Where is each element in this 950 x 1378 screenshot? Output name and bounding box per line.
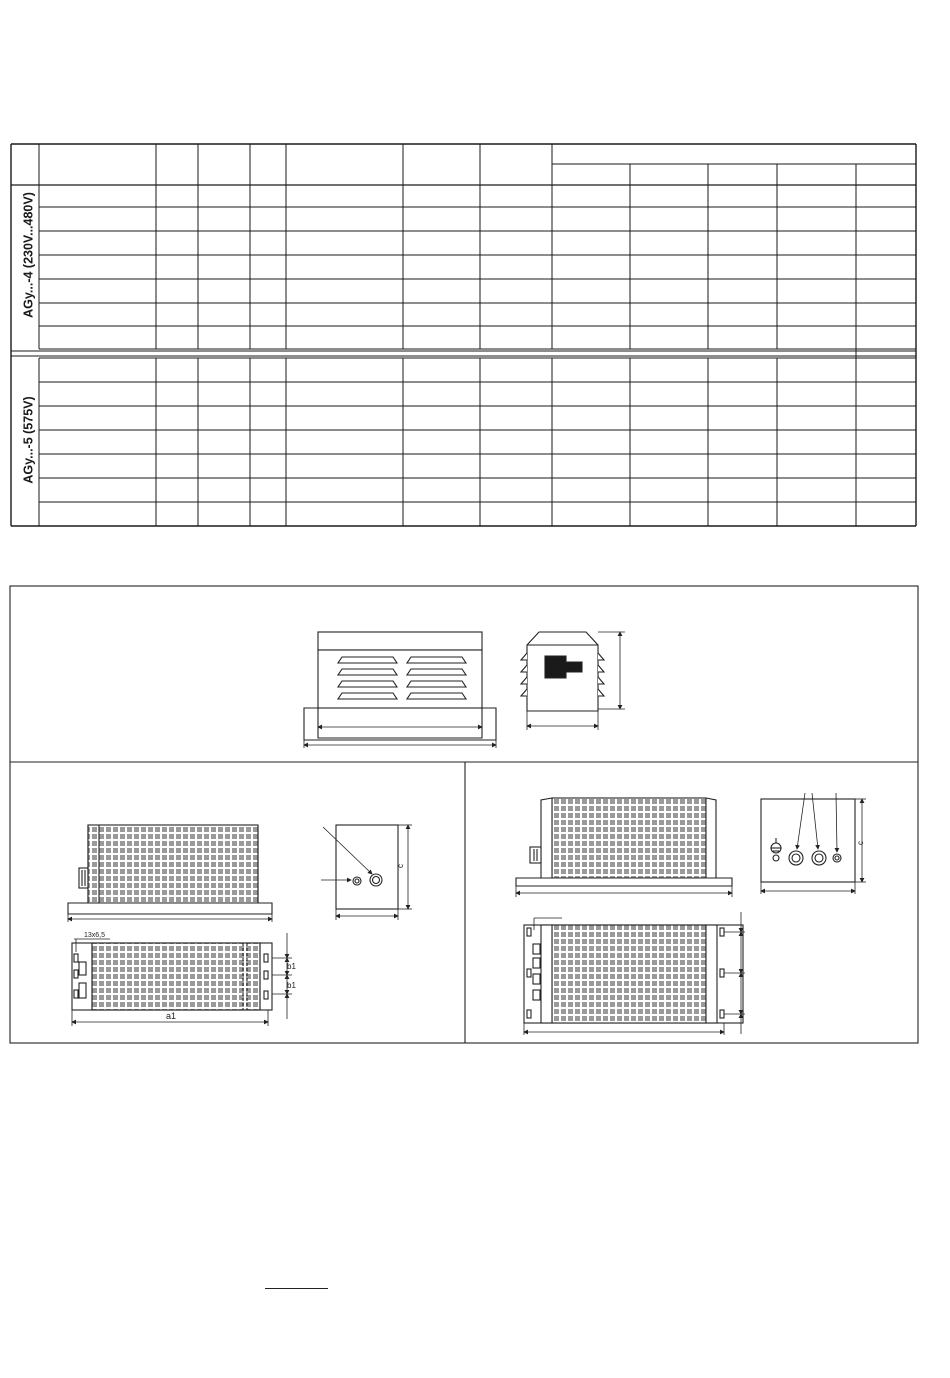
large-grid-resistor-top-view <box>524 925 743 1023</box>
group-label-upper: AGy...-4 (230V...480V) <box>21 192 36 318</box>
dimension-c-right: c <box>856 841 865 845</box>
grid-resistor-side-view-left <box>336 825 398 909</box>
louvered-enclosure-side-view <box>521 632 604 711</box>
dimension-a1: a1 <box>166 1011 177 1021</box>
grid-resistor-top-view <box>72 943 272 1010</box>
dimension-b1-bottom: b1 <box>287 981 296 990</box>
footer-rule <box>265 1288 328 1289</box>
louvered-enclosure-front-view <box>304 632 496 740</box>
hole-size-label: 13x6,5 <box>84 932 106 939</box>
grid-resistor-front-view <box>68 825 272 914</box>
dimension-c-left: c <box>396 864 405 868</box>
dimension-b1-top: b1 <box>287 962 296 971</box>
large-grid-resistor-side-view <box>761 799 855 882</box>
group-label-lower: AGy...-5 (575V) <box>21 396 36 484</box>
large-grid-resistor-front-view <box>516 798 732 886</box>
